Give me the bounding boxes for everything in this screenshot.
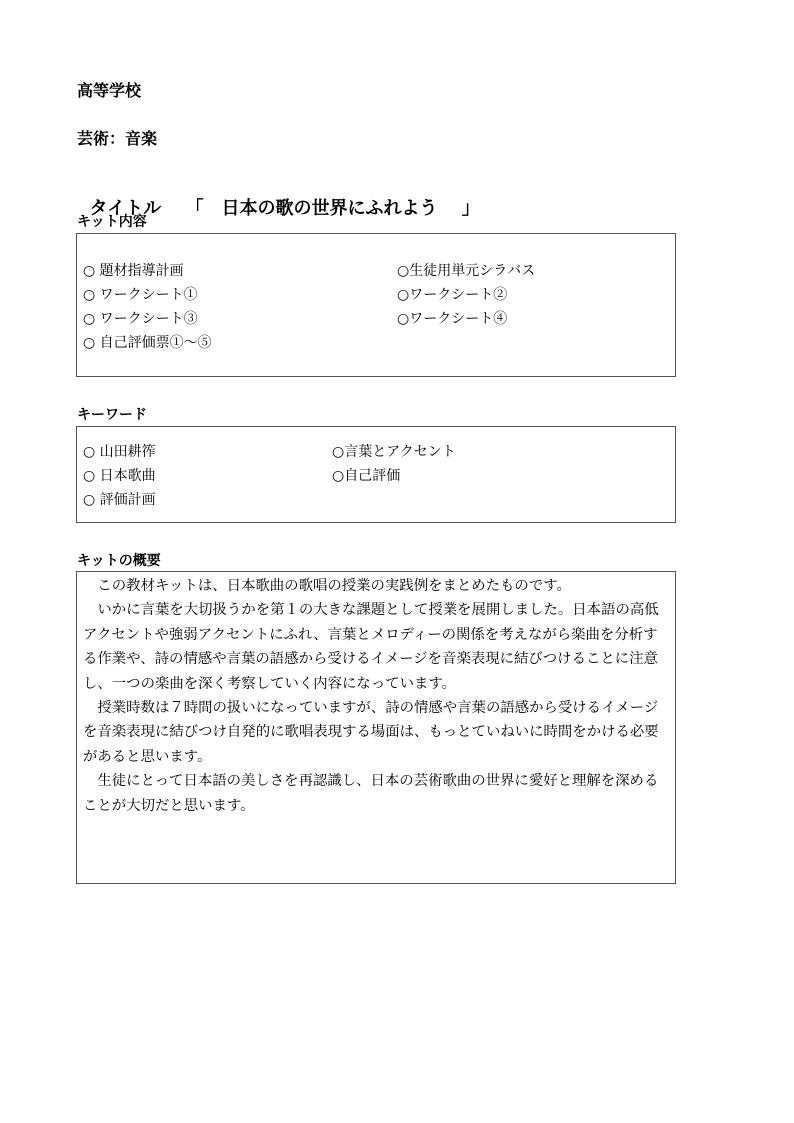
subject-heading: 芸術：音楽	[77, 129, 158, 148]
title-open-bracket: 「	[185, 198, 204, 219]
keyword-item: ○ 山田耕筰	[83, 444, 156, 460]
keyword-item: ○言葉とアクセント	[332, 444, 456, 460]
kit-contents-label: キット内容	[77, 214, 147, 230]
kit-item: ○ワークシート④	[397, 311, 508, 327]
summary-paragraph: 授業時数は７時間の扱いになっていますが、詩の情感や言葉の語感から受けるイメージを音楽表現に結びつけ自発的に歌唱表現する場面は、もっとていねいに時間をかける必要があると思います。	[83, 700, 659, 765]
keyword-item: ○ 日本歌曲	[83, 468, 156, 484]
kit-item: ○ 自己評価票①～⑤	[83, 335, 212, 351]
kit-contents-box	[76, 233, 676, 377]
summary-paragraph: この教材キットは、日本歌曲の歌唱の授業の実践例をまとめたものです。	[97, 578, 571, 594]
kit-item: ○生徒用単元シラバス	[397, 263, 536, 279]
summary-label: キットの概要	[77, 553, 161, 569]
keyword-item: ○ 評価計画	[83, 492, 156, 508]
title-text: 日本の歌の世界にふれよう	[221, 198, 438, 219]
kit-item: ○ワークシート②	[397, 287, 508, 303]
keywords-box	[76, 426, 676, 523]
summary-box	[76, 571, 676, 884]
summary-paragraph: いかに言葉を大切扱うかを第１の大きな課題として授業を展開しました。日本語の高低アクセントや強弱アクセントにふれ、言葉とメロディーの関係を考えながら楽曲を分析する作業や、詩の情感や言葉の語感から受けるイメージを音楽表現に結びつけることに注意し、一つの楽曲を深く考察していく内容になっています。	[83, 602, 659, 692]
school-heading: 高等学校	[77, 81, 142, 100]
kit-item: ○ ワークシート①	[83, 287, 198, 303]
kit-item: ○ ワークシート③	[83, 311, 198, 327]
keywords-label: キーワード	[77, 407, 147, 423]
keyword-item: ○自己評価	[332, 468, 401, 484]
summary-body	[83, 574, 669, 818]
summary-paragraph: 生徒にとって日本語の美しさを再認識し、日本の芸術歌曲の世界に愛好と理解を深めることが大切だと思います。	[83, 773, 659, 814]
title-close-bracket: 」	[461, 198, 480, 219]
kit-item: ○ 題材指導計画	[83, 263, 184, 279]
title-label: タイトル	[89, 198, 162, 219]
